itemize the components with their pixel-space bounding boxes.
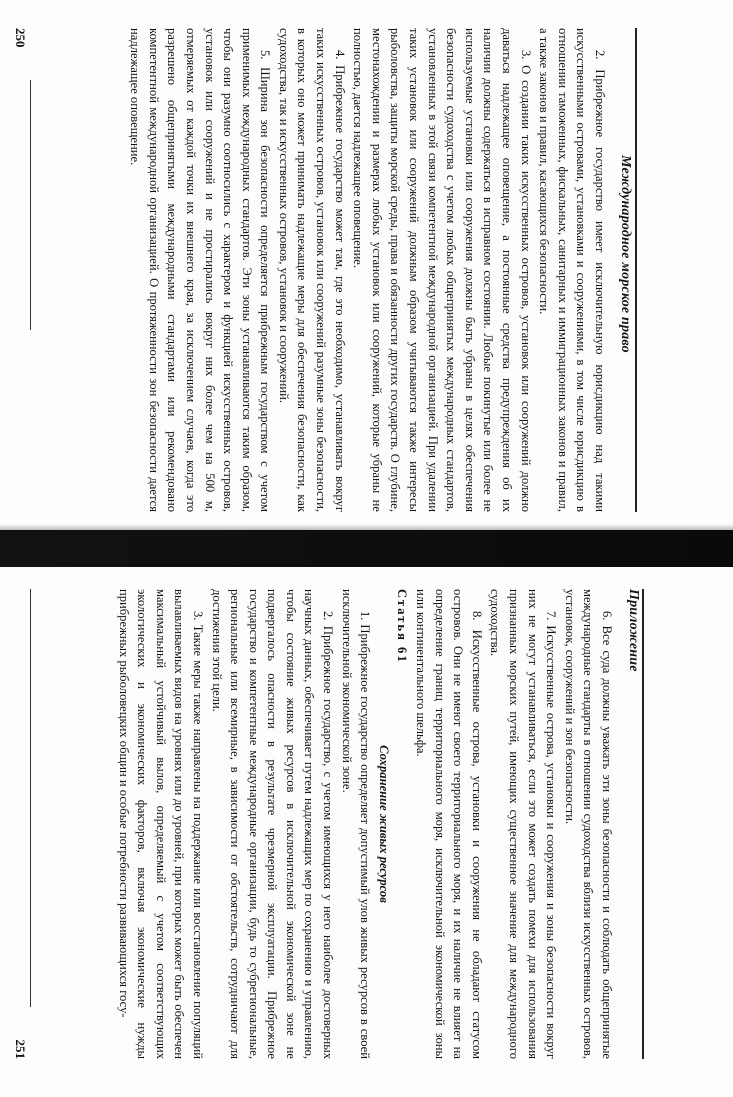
page-number-right: 251 — [13, 1039, 28, 1059]
left-page-body — [126, 28, 609, 512]
paragraph: 4. Прибрежное государство может там, где это необходимо, устанавливать вокруг таких искусственных островов, установок или сооружений разумные зоны безопасности, в которых оно может принимать надлежащие меры для обеспечения безопасности, как судоходства, так и искусственных островов, установок и сооружений. — [276, 28, 347, 512]
paragraph: 2. Прибрежное государство имеет исключительную юрисдикцию над такими искусственными островами, установками и сооружениями, в том числе юрисдикцию в отношении таможенных, фискальных, санитарных и иммиграционных законов и правил, а также законов и правил, касающихся безопасности. — [537, 28, 607, 512]
paragraph: 7. Искусственные острова, установки и сооружения и зоны безопасности вокруг них не могут устанавливаться, если это может создать помехи для использования признанных морских путей, имеющих существенное значение для международного судоходства. — [488, 589, 559, 1059]
book-gutter — [0, 530, 733, 567]
paragraph: 1. Прибрежное государство определяет допустимый улов живых ресурсов в своей исключительной экономической зоне. — [339, 589, 373, 1059]
article-subtitle: Сохранение живых ресурсов — [376, 745, 391, 903]
paragraph: 3. Такие меры также направлены на поддержание или восстановление популяций вылавливаемых видов на уровнях или до уровней, при которых может быть обеспечен максимальный устойчивый вылов, определяемый с учетом соответствующих экологических и экономических факторов, включая экономические нужды прибрежных рыболовецких общин и особые потребности развивающихся госу- — [116, 589, 205, 1059]
paragraph: 2. Прибрежное государство, с учетом имеющихся у него наиболее достоверных научных данных, обеспечивает путем надлежащих мер по сохранению и управлению, чтобы состояние живых ресурсов в исключительной экономической зоне не подвергалось опасности в результате чрезмерной эксплуатации. Прибрежное государство и компетентные международные организации, будь то субрегиональные, региональные или всемирные, в зависимости от обстоятельств, сотрудничают для достижения этой цели. — [209, 589, 336, 1059]
paragraph: 5. Ширина зон безопасности определяется прибрежным государством с учетом применимых международных стандартов. Эти зоны устанавливаются таким образом, чтобы они разумно соотносились с характером и функцией искусственных островов, установок или сооружений и не простирались вокруг них более чем на 500 м, отмеряемых от каждой точки их внешнего края, за исключением случаев, когда это разрешено общепринятыми международными стандартами или рекомендовано компетентной международной организацией. О протяженности зон безопасности дается надлежащее оповещение. — [128, 28, 273, 512]
article-title: Статья 61 — [395, 589, 410, 664]
right-page — [0, 567, 733, 1097]
running-header-right: Приложение — [626, 589, 641, 672]
header-rule — [643, 589, 645, 1059]
page-number-left: 250 — [13, 28, 28, 48]
paragraph: 8. Искусственные острова, установки и сооружения не обладают статусом островов. Они не имеют своего территориального моря, и их наличие не влияет на определение границ территориального моря, исключительной экономической зоны или континентального шельфа. — [414, 589, 484, 1059]
header-rule — [636, 28, 638, 512]
footer-rule — [30, 80, 31, 330]
running-header-left: Международное морское право — [618, 155, 633, 353]
left-page — [0, 0, 733, 530]
right-page-body — [114, 589, 616, 1059]
paragraph: 3. О создании таких искусственных островов, установок или сооружений должно даваться надлежащее оповещение, а постоянные средства предупреждения об их наличии должны содержаться в исправном состоянии. Любые покинутые или более не используемые установки или сооружения должны быть убраны в целях обеспечения безопасности судоходства с учетом любых общепринятых международных стандартов, установленных в этой связи компетентной международной организацией. При удалении таких установок или сооружений должным образом учитываются также интересы рыболовства, защиты морской среды, права и обязанности других государств. О глубине, местонахождении и размерах любых установок или сооружений, которые убраны не полностью, дается надлежащее оповещение. — [351, 28, 533, 512]
paragraph: 6. Все суда должны уважать эти зоны безопасности и соблюдать общепринятые международные стандарты в отношении судоходства вблизи искусственных островов, установок, сооружений и зон безопасности. — [562, 589, 614, 1059]
footer-rule — [30, 589, 31, 1007]
